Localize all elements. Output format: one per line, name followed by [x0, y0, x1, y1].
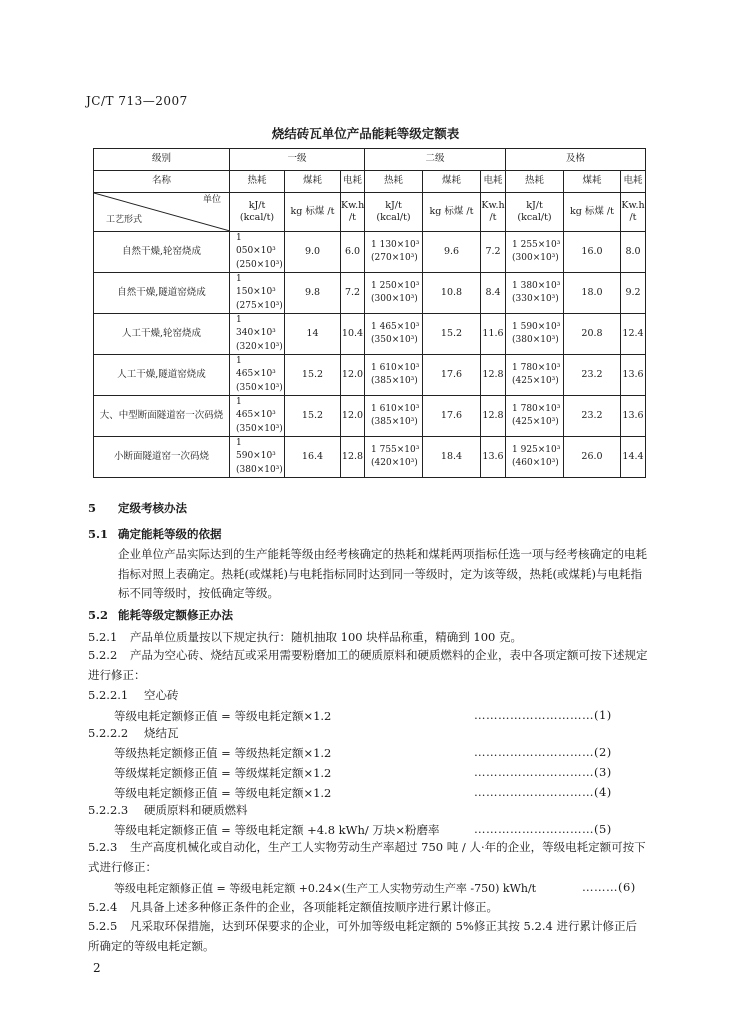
- cell-line: kJ/t: [248, 199, 266, 211]
- process-cell: 自然干燥,隧道窑烧成: [94, 273, 230, 314]
- unit-header: [230, 193, 285, 232]
- diagonal-header-cell: [94, 193, 230, 232]
- section-5-2-1: 5.2.1 产品单位质量按以下规定执行：随机抽取 100 块样品称重，精确到 100 克。: [88, 630, 523, 644]
- name-label: 名称: [94, 171, 230, 193]
- coal-consumption-cell: 23.2: [564, 396, 621, 437]
- level-header: 二级: [365, 149, 506, 171]
- heat-consumption-cell: [506, 273, 564, 314]
- cell-line: (250×10³): [236, 259, 283, 270]
- power-consumption-cell: 12.0: [341, 396, 365, 437]
- level-row: [94, 149, 646, 171]
- cell-line: (kcal/t): [239, 212, 275, 223]
- section-5-2-2-2: 5.2.2.2 烧结瓦: [88, 726, 179, 740]
- table-row: [94, 396, 646, 437]
- heat-consumption-cell: [230, 437, 285, 478]
- coal-consumption-cell: 26.0: [564, 437, 621, 478]
- cell-line: Kw.h: [621, 199, 645, 211]
- cell-line: (300×10³): [371, 294, 418, 304]
- formula-2: 等级热耗定额修正值 = 等级热耗定额×1.2: [114, 746, 332, 760]
- cell-line: (350×10³): [236, 382, 283, 393]
- heat-consumption-cell: [365, 355, 423, 396]
- cell-line: 1 150×10³: [236, 274, 276, 298]
- heat-consumption-cell: [230, 232, 285, 273]
- cell-line: 1 780×10³: [512, 362, 561, 373]
- unit-header: [506, 193, 564, 232]
- cell-line: (kcal/t): [376, 212, 411, 223]
- cell-line: (275×10³): [236, 300, 283, 311]
- name-header: 热耗: [365, 171, 423, 193]
- coal-consumption-cell: 16.4: [285, 437, 341, 478]
- cell-line: (kcal/t): [517, 212, 552, 223]
- section-5-2-heading: 5.2 能耗等级定额修正办法: [88, 608, 233, 622]
- power-consumption-cell: 9.2: [621, 273, 646, 314]
- cell-line: /t: [629, 212, 637, 223]
- power-consumption-cell: 14.4: [621, 437, 646, 478]
- cell-line: Kw.h: [481, 199, 505, 211]
- name-row: [94, 171, 646, 193]
- coal-consumption-cell: 17.6: [423, 355, 481, 396]
- cell-line: 1 590×10³: [512, 321, 561, 332]
- power-consumption-cell: 7.2: [481, 232, 506, 273]
- cell-line: /t: [489, 212, 497, 223]
- coal-consumption-cell: 9.8: [285, 273, 341, 314]
- coal-consumption-cell: 15.2: [423, 314, 481, 355]
- level-label: 级别: [94, 149, 230, 171]
- table-row: [94, 273, 646, 314]
- cell-line: (385×10³): [371, 376, 418, 386]
- process-cell: 自然干燥,轮窑烧成: [94, 232, 230, 273]
- power-consumption-cell: 12.8: [341, 437, 365, 478]
- name-header: 热耗: [230, 171, 285, 193]
- heat-consumption-cell: [506, 232, 564, 273]
- name-header: 电耗: [621, 171, 646, 193]
- table-title: 烧结砖瓦单位产品能耗等级定额表: [271, 126, 460, 141]
- unit-header: [285, 193, 341, 232]
- coal-consumption-cell: 9.0: [285, 232, 341, 273]
- name-header: 电耗: [341, 171, 365, 193]
- name-header: 煤耗: [564, 171, 621, 193]
- section-5-2-2: 5.2.2 产品为空心砖、烧结瓦或采用需要粉磨加工的硬质原料和硬质燃料的企业，表中各项定额可按下述规定进行修正：: [88, 648, 648, 682]
- name-header: 煤耗: [285, 171, 341, 193]
- cell-line: (425×10³): [512, 417, 559, 427]
- power-consumption-cell: 12.8: [481, 396, 506, 437]
- heat-consumption-cell: [230, 273, 285, 314]
- coal-consumption-cell: 18.0: [564, 273, 621, 314]
- cell-line: 1 590×10³: [236, 438, 276, 462]
- unit-header: [365, 193, 423, 232]
- power-consumption-cell: 13.6: [481, 437, 506, 478]
- standard-code-header: JC/T 713—2007: [86, 94, 188, 108]
- heat-consumption-cell: [365, 396, 423, 437]
- cell-line: 1 465×10³: [236, 356, 276, 380]
- level-header: 一级: [230, 149, 365, 171]
- coal-consumption-cell: 20.8: [564, 314, 621, 355]
- coal-consumption-cell: 9.6: [423, 232, 481, 273]
- formula-4: 等级电耗定额修正值 = 等级电耗定额×1.2: [114, 786, 332, 800]
- power-consumption-cell: 13.6: [621, 396, 646, 437]
- name-header: 电耗: [481, 171, 506, 193]
- heat-consumption-cell: [230, 355, 285, 396]
- power-consumption-cell: 10.4: [341, 314, 365, 355]
- cell-line: 1 755×10³: [371, 444, 420, 455]
- cell-line: 1 925×10³: [512, 444, 561, 455]
- cell-line: 1 255×10³: [512, 239, 561, 250]
- unit-header: [341, 193, 365, 232]
- name-header: 热耗: [506, 171, 564, 193]
- power-consumption-cell: 12.8: [481, 355, 506, 396]
- unit-header: [564, 193, 621, 232]
- coal-consumption-cell: 15.2: [285, 396, 341, 437]
- cell-line: (350×10³): [236, 423, 283, 434]
- section-5-1-text: 企业单位产品实际达到的生产能耗等级由经考核确定的热耗和煤耗两项指标任选一项与经考核确定的电耗指标对照上表确定。热耗(或煤耗)与电耗指标同时达到同一等级时，定为该等级，热耗(或煤耗)与电耗指标不同等级时，按低确定等级。: [118, 547, 647, 600]
- cell-line: 1 610×10³: [371, 362, 420, 373]
- cell-line: 1 465×10³: [236, 397, 276, 421]
- heat-consumption-cell: [365, 437, 423, 478]
- cell-line: kJ/t: [385, 199, 402, 211]
- process-cell: 人工干燥,轮窑烧成: [94, 314, 230, 355]
- heat-consumption-cell: [506, 396, 564, 437]
- cell-line: /t: [348, 212, 357, 223]
- formula-6: 等级电耗定额修正值 = 等级电耗定额 +0.24×(生产工人实物劳动生产率 -750) kWh/t: [114, 882, 537, 895]
- cell-line: (385×10³): [371, 417, 418, 427]
- unit-header: [621, 193, 646, 232]
- name-header: 煤耗: [423, 171, 481, 193]
- cell-line: 1 050×10³: [236, 233, 276, 257]
- power-consumption-cell: 11.6: [481, 314, 506, 355]
- cell-line: (460×10³): [512, 458, 559, 468]
- formula-5: 等级电耗定额修正值 = 等级电耗定额 +4.8 kWh/ 万块×粉磨率: [114, 823, 440, 837]
- unit-header: [423, 193, 481, 232]
- process-cell: 小断面隧道窑一次码烧: [94, 437, 230, 478]
- table-row: [94, 437, 646, 478]
- cell-line: 1 610×10³: [371, 403, 420, 414]
- heat-consumption-cell: [365, 232, 423, 273]
- cell-line: (380×10³): [512, 335, 559, 345]
- table-row: [94, 314, 646, 355]
- section-5-2-2-1: 5.2.2.1 空心砖: [88, 688, 179, 702]
- cell-line: (380×10³): [236, 464, 283, 475]
- unit-header: [481, 193, 506, 232]
- cell-line: 1 340×10³: [236, 315, 276, 339]
- power-consumption-cell: 7.2: [341, 273, 365, 314]
- cell-line: Kw.h: [341, 199, 365, 211]
- coal-consumption-cell: 23.2: [564, 355, 621, 396]
- cell-line: (270×10³): [371, 253, 418, 263]
- heat-consumption-cell: [506, 437, 564, 478]
- process-label: 工艺形式: [106, 215, 143, 226]
- coal-consumption-cell: 17.6: [423, 396, 481, 437]
- formula-3: 等级煤耗定额修正值 = 等级煤耗定额×1.2: [114, 766, 332, 780]
- cell-line: (300×10³): [512, 253, 559, 263]
- coal-consumption-cell: 15.2: [285, 355, 341, 396]
- formula-2-leader: …………………………(2): [474, 745, 612, 759]
- page-number: 2: [93, 961, 101, 975]
- formula-5-leader: …………………………(5): [474, 822, 612, 836]
- formula-1-leader: …………………………(1): [474, 708, 612, 722]
- cell-line: 1 380×10³: [512, 280, 561, 291]
- cell-line: (330×10³): [512, 294, 559, 304]
- formula-1: 等级电耗定额修正值 = 等级电耗定额×1.2: [114, 709, 332, 723]
- heat-consumption-cell: [230, 314, 285, 355]
- section-5-1-heading: 5.1 确定能耗等级的依据: [88, 527, 222, 541]
- process-cell: 人工干燥,隧道窑烧成: [94, 355, 230, 396]
- cell-line: (420×10³): [371, 458, 418, 468]
- power-consumption-cell: 12.4: [621, 314, 646, 355]
- cell-line: kg 标煤 /t: [570, 205, 614, 217]
- cell-line: kJ/t: [526, 199, 543, 211]
- heat-consumption-cell: [230, 396, 285, 437]
- section-5-2-2-3: 5.2.2.3 硬质原料和硬质燃料: [88, 803, 248, 817]
- power-consumption-cell: 8.4: [481, 273, 506, 314]
- heat-consumption-cell: [506, 355, 564, 396]
- coal-consumption-cell: 10.8: [423, 273, 481, 314]
- cell-line: kg 标煤 /t: [290, 205, 335, 217]
- table-row: [94, 355, 646, 396]
- coal-consumption-cell: 16.0: [564, 232, 621, 273]
- unit-row: [94, 193, 646, 232]
- power-consumption-cell: 8.0: [621, 232, 646, 273]
- cell-line: 1 465×10³: [371, 321, 420, 332]
- formula-3-leader: …………………………(3): [474, 765, 612, 779]
- heat-consumption-cell: [365, 314, 423, 355]
- cell-line: (320×10³): [236, 341, 283, 352]
- coal-consumption-cell: 14: [285, 314, 341, 355]
- power-consumption-cell: 6.0: [341, 232, 365, 273]
- process-cell: 大、中型断面隧道窑一次码烧: [94, 396, 230, 437]
- table-row: [94, 232, 646, 273]
- section-5-heading: 5 定级考核办法: [88, 501, 187, 515]
- section-5-2-4: 5.2.4 凡具备上述多种修正条件的企业，各项能耗定额值按顺序进行累计修正。: [88, 900, 498, 914]
- heat-consumption-cell: [365, 273, 423, 314]
- section-5-2-5: 5.2.5 凡采取环保措施，达到环保要求的企业，可外加等级电耗定额的 5%修正其按 5.2.4 进行累计修正后所确定的等级电耗定额。: [88, 919, 637, 953]
- cell-line: (350×10³): [371, 335, 418, 345]
- cell-line: 1 250×10³: [371, 280, 420, 291]
- cell-line: (425×10³): [512, 376, 559, 386]
- cell-line: 1 130×10³: [371, 239, 420, 250]
- power-consumption-cell: 13.6: [621, 355, 646, 396]
- cell-line: 1 780×10³: [512, 403, 561, 414]
- section-5-2-3: 5.2.3 生产高度机械化或自动化，生产工人实物劳动生产率超过 750 吨 / 人·年的企业，等级电耗定额可按下式进行修正：: [88, 840, 646, 874]
- level-header: 及格: [506, 149, 646, 171]
- heat-consumption-cell: [506, 314, 564, 355]
- coal-consumption-cell: 18.4: [423, 437, 481, 478]
- formula-4-leader: …………………………(4): [474, 785, 612, 799]
- formula-6-leader: ………(6): [582, 880, 636, 894]
- power-consumption-cell: 12.0: [341, 355, 365, 396]
- cell-line: kg 标煤 /t: [429, 205, 474, 217]
- unit-label: 单位: [202, 195, 221, 205]
- energy-quota-table: [93, 148, 646, 478]
